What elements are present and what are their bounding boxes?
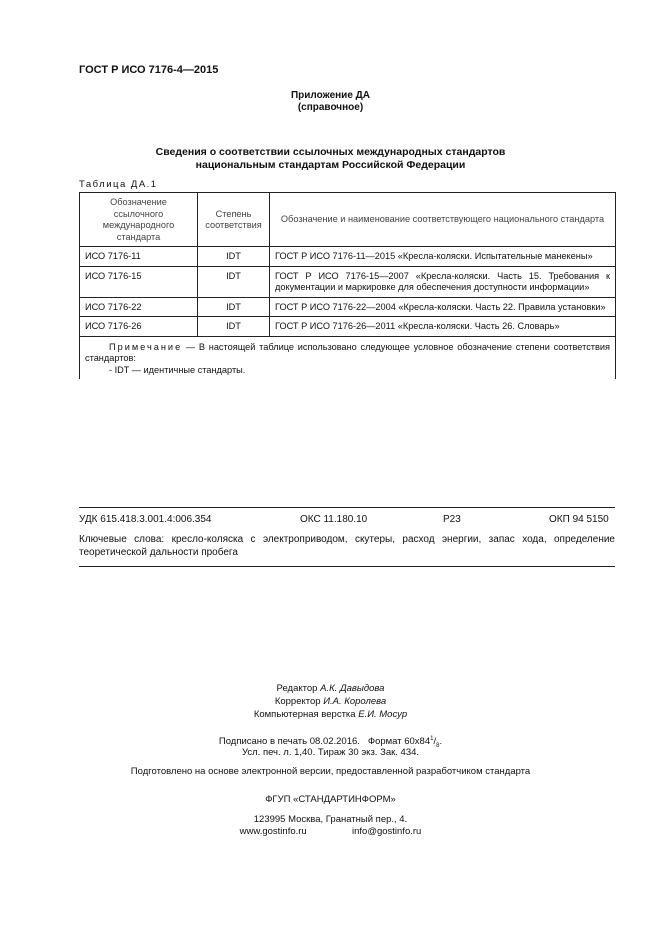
national-standard-cell: ГОСТ Р ИСО 7176-26—2011 «Кресла-коляски. Часть 26. Словарь» <box>270 317 616 337</box>
table-label: Таблица ДА.1 <box>79 179 158 190</box>
layout-name: Е.И. Мосур <box>358 709 408 720</box>
degree-cell: IDT <box>198 317 270 337</box>
address: 123995 Москва, Гранатный пер., 4. <box>253 814 408 825</box>
correspondence-table <box>79 192 616 379</box>
prepared-note: Подготовлено на основе электронной версии, предоставленной разработчиком стандарта <box>130 766 531 777</box>
website-link[interactable]: www.gostinfo.ru <box>239 826 307 837</box>
degree-cell: IDT <box>198 247 270 267</box>
intl-standard-cell: ИСО 7176-26 <box>80 317 198 337</box>
corrector-label: Корректор <box>274 696 321 707</box>
print-info: Усл. печ. л. 1,40. Тираж 30 экз. Зак. 434. <box>241 747 420 758</box>
oks-code: ОКС 11.180.10 <box>300 514 368 525</box>
corrector-name: И.А. Королева <box>323 696 387 707</box>
note-text: — В настоящей таблице использовано следующее условное обозначение степени соответствия стандартов: <box>85 341 610 363</box>
keywords: Ключевые слова: кресло-коляска с электроприводом, скутеры, расход энергии, запас хода, определение теоретической дальности пробега <box>79 534 615 558</box>
header-intl-standard: Обозначение ссылочного международного стандарта <box>80 193 198 247</box>
national-standard-cell: ГОСТ Р ИСО 7176-11—2015 «Кресла-коляски. Испытательные манекены» <box>270 247 616 267</box>
table-row <box>80 247 616 267</box>
table-row <box>80 297 616 317</box>
layout-label: Компьютерная верстка <box>253 709 356 720</box>
table-note <box>80 336 616 379</box>
divider-top <box>79 507 615 508</box>
table-header-row <box>80 193 616 247</box>
appendix-subtitle: (справочное) <box>297 102 364 113</box>
header-national-standard: Обозначение и наименование соответствующего национального стандарта <box>270 193 616 247</box>
appendix-title: Приложение ДА <box>290 90 371 101</box>
editor-name: А.К. Давыдова <box>320 683 385 694</box>
contacts-line <box>0 825 661 838</box>
national-standard-cell: ГОСТ Р ИСО 7176-22—2004 «Кресла-коляски. Часть 22. Правила установки» <box>270 297 616 317</box>
udk-code: УДК 615.418.3.001.4:006.354 <box>79 514 212 525</box>
note-item: - IDT — идентичные стандарты. <box>109 364 246 375</box>
table-row <box>80 317 616 337</box>
format-numerator: 1 <box>430 736 434 742</box>
layout-line <box>0 708 661 721</box>
email-link[interactable]: info@gostinfo.ru <box>352 826 422 837</box>
intl-standard-cell: ИСО 7176-22 <box>80 297 198 317</box>
editor-line <box>0 682 661 695</box>
editor-label: Редактор <box>276 683 318 694</box>
section-title-line2: национальным стандартам Российской Федерации <box>195 159 466 171</box>
table-row <box>80 266 616 297</box>
divider-bottom <box>79 566 615 567</box>
degree-cell: IDT <box>198 297 270 317</box>
national-standard-cell: ГОСТ Р ИСО 7176-15—2007 «Кресла-коляски. Часть 15. Требования к документации и маркировке для обеспечения доступности информации» <box>270 266 616 297</box>
header-degree: Степень соответствия <box>198 193 270 247</box>
document-code: ГОСТ Р ИСО 7176-4—2015 <box>79 64 219 76</box>
intl-standard-cell: ИСО 7176-11 <box>80 247 198 267</box>
publisher: ФГУП «СТАНДАРТИНФОРМ» <box>265 794 396 805</box>
signed-date: Подписано в печать 08.02.2016. <box>218 736 360 748</box>
format-prefix: Формат 60х84 <box>367 736 431 748</box>
table-note-row <box>80 336 616 379</box>
note-label: Примечание <box>109 341 183 352</box>
okp-code: ОКП 94 5150 <box>549 514 609 525</box>
degree-cell: IDT <box>198 266 270 297</box>
intl-standard-cell: ИСО 7176-15 <box>80 266 198 297</box>
p-code: Р23 <box>443 514 461 525</box>
format-denominator: 8 <box>436 743 440 750</box>
section-title-line1: Сведения о соответствии ссылочных международных стандартов <box>155 146 506 158</box>
corrector-line <box>0 695 661 708</box>
signed-line: Подписано в печать 08.02.2016. Формат $60х84^1/_8$. <box>218 736 443 750</box>
